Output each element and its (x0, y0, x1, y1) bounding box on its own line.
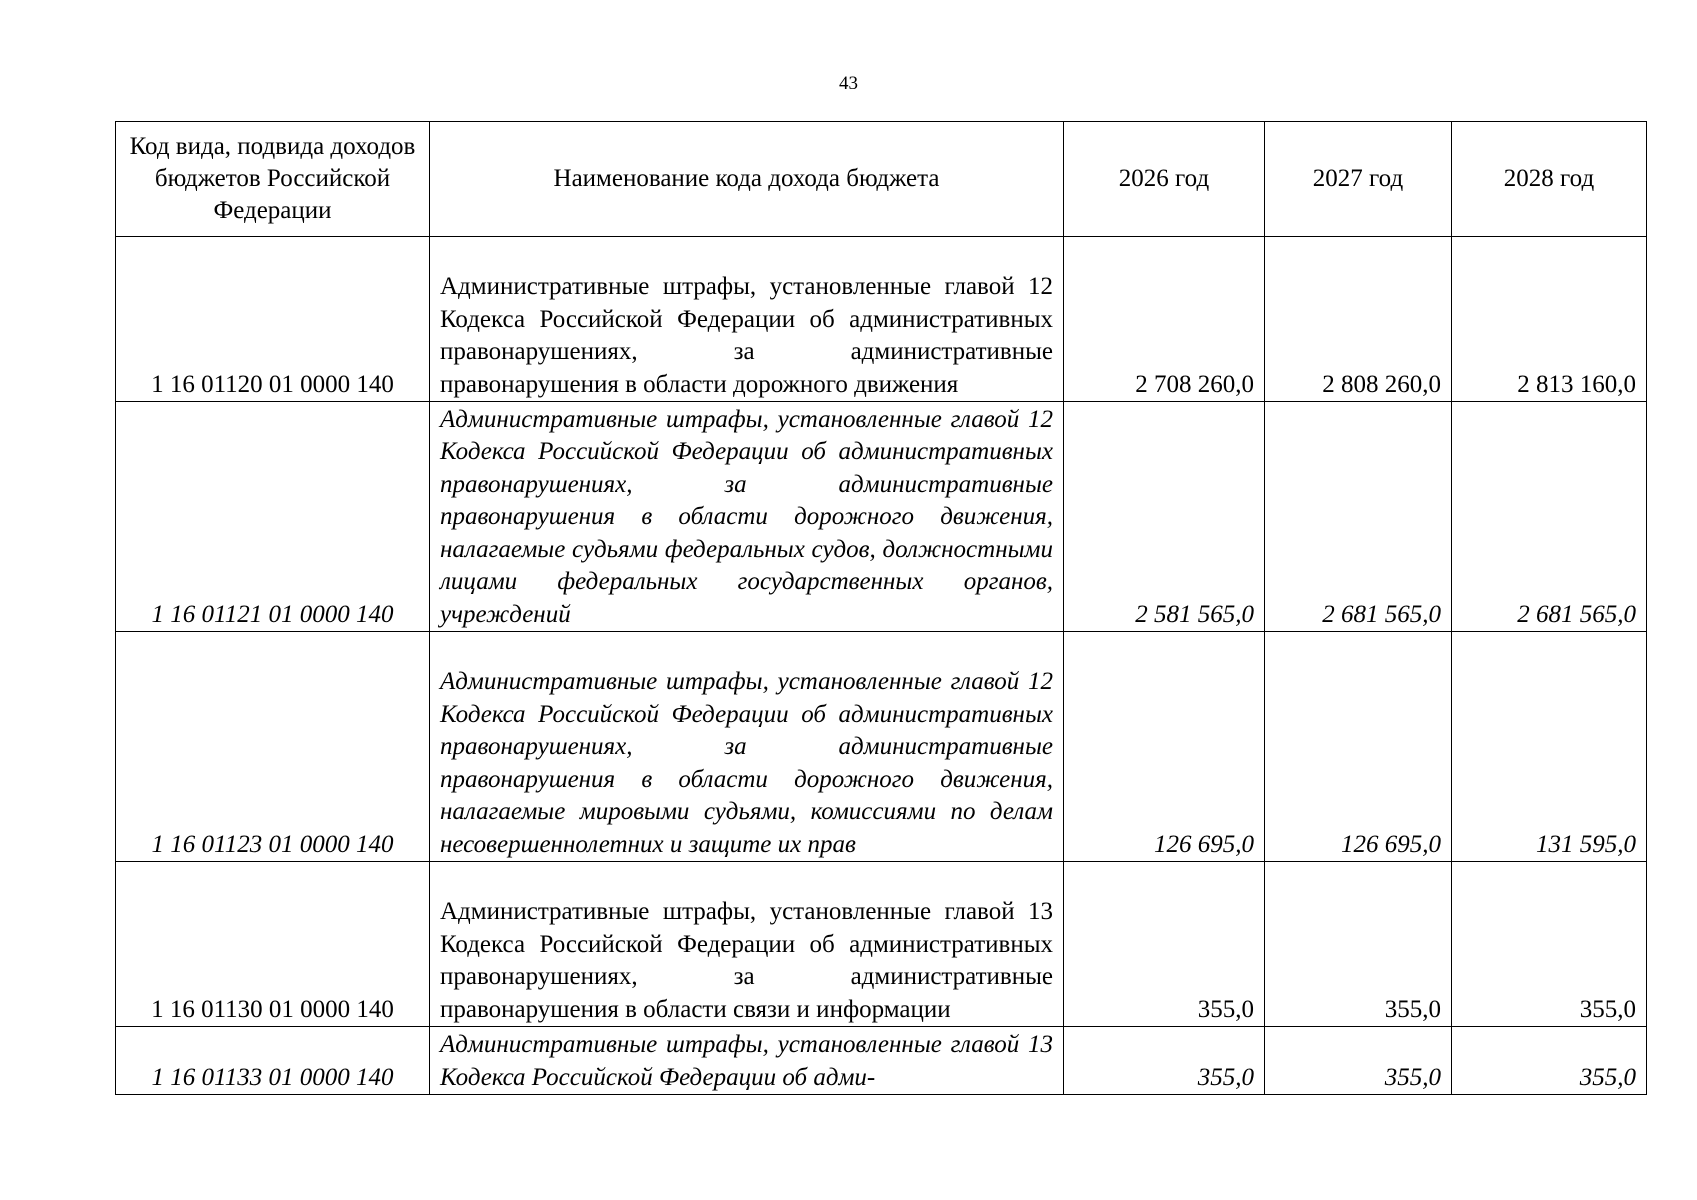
table-row (116, 1027, 1647, 1095)
header-name: Наименование кода дохода бюджета (430, 122, 1064, 237)
value-2028: 2 813 160,0 (1452, 237, 1647, 402)
income-name: Административные штрафы, установленные главой 13 Кодекса Российской Федерации об административных правонарушениях, за административные правонарушения в области связи и информации (430, 862, 1064, 1027)
page-number: 43 (839, 73, 858, 94)
header-year-2027: 2027 год (1265, 122, 1452, 237)
table-row (116, 237, 1647, 402)
budget-revenue-table (115, 121, 1647, 1095)
table-row (116, 402, 1647, 632)
value-2026: 2 708 260,0 (1064, 237, 1265, 402)
income-code: 1 16 01130 01 0000 140 (116, 862, 430, 1027)
header-year-2026: 2026 год (1064, 122, 1265, 237)
value-2027: 126 695,0 (1265, 632, 1452, 862)
value-2028: 355,0 (1452, 862, 1647, 1027)
income-name: Административные штрафы, установленные главой 13 Кодекса Российской Федерации об адми- (430, 1027, 1064, 1095)
value-2028: 2 681 565,0 (1452, 402, 1647, 632)
income-code: 1 16 01133 01 0000 140 (116, 1027, 430, 1095)
income-code: 1 16 01123 01 0000 140 (116, 632, 430, 862)
table-row (116, 632, 1647, 862)
income-name: Административные штрафы, установленные главой 12 Кодекса Российской Федерации об административных правонарушениях, за административные правонарушения в области дорожного движения, налагаемые мировыми судьями, комиссиями по делам несовершеннолетних и защите их прав (430, 632, 1064, 862)
table-header-row (116, 122, 1647, 237)
table-row (116, 862, 1647, 1027)
value-2027: 355,0 (1265, 862, 1452, 1027)
value-2027: 355,0 (1265, 1027, 1452, 1095)
value-2028: 355,0 (1452, 1027, 1647, 1095)
value-2026: 126 695,0 (1064, 632, 1265, 862)
value-2026: 355,0 (1064, 862, 1265, 1027)
income-code: 1 16 01120 01 0000 140 (116, 237, 430, 402)
header-code: Код вида, подвида доходов бюджетов Российской Федерации (116, 122, 430, 237)
value-2026: 2 581 565,0 (1064, 402, 1265, 632)
value-2027: 2 681 565,0 (1265, 402, 1452, 632)
income-code: 1 16 01121 01 0000 140 (116, 402, 430, 632)
value-2026: 355,0 (1064, 1027, 1265, 1095)
value-2028: 131 595,0 (1452, 632, 1647, 862)
income-name: Административные штрафы, установленные главой 12 Кодекса Российской Федерации об административных правонарушениях, за административные правонарушения в области дорожного движения, налагаемые судьями федеральных судов, должностными лицами федеральных государственных органов, учреждений (430, 402, 1064, 632)
value-2027: 2 808 260,0 (1265, 237, 1452, 402)
income-name: Административные штрафы, установленные главой 12 Кодекса Российской Федерации об административных правонарушениях, за административные правонарушения в области дорожного движения (430, 237, 1064, 402)
header-year-2028: 2028 год (1452, 122, 1647, 237)
